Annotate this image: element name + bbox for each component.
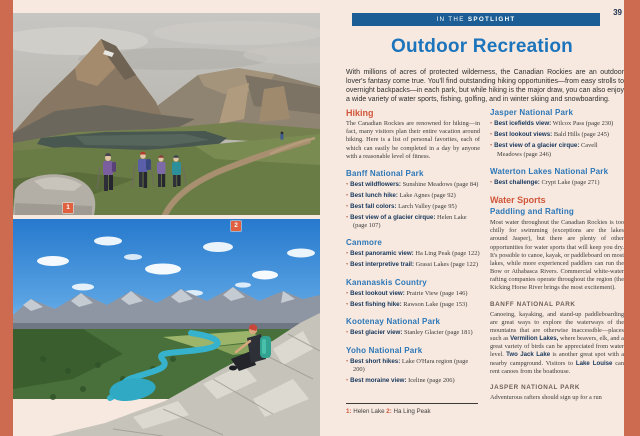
bullet-label: Best icefields view: xyxy=(494,120,552,127)
bullet-text: Larch Valley (page 95) xyxy=(396,202,457,210)
section-heading: Hiking xyxy=(346,108,374,118)
two-column-text xyxy=(346,106,624,406)
bullet-list xyxy=(346,358,480,386)
subsection-heading: Canmore xyxy=(346,238,383,248)
caption-text-2: Ha Ling Peak xyxy=(391,408,431,415)
bullet-label: Best fishing hike: xyxy=(350,300,402,308)
column-right xyxy=(490,106,624,406)
caption-text-1: Helen Lake xyxy=(351,408,387,415)
bullet-label: Best challenge: xyxy=(494,178,540,186)
bullet-dot: • xyxy=(490,179,493,186)
bullet-item xyxy=(346,214,480,231)
bullet-text: Stanley Glacier (page 181) xyxy=(402,329,473,337)
body-paragraph: Most water throughout the Canadian Rockies is too chilly for swimming (exceptions are the lakes around Jasper), but there are plenty of other opportunities for water sports that will keep you dry. It's possible to canoe, kayak, or paddleboard on most lakes, while more experienced paddlers can run the Bow or Athabasca Rivers. Commercial white-water rafting companies operate throughout the region (the Kicking Horse River brings the most excitement). xyxy=(490,219,624,292)
bullet-item xyxy=(346,377,480,386)
bullet-label: Best short hikes: xyxy=(350,357,401,365)
bullet-list xyxy=(490,120,624,159)
distant-hiker xyxy=(280,132,283,140)
caption-number-2: 2: xyxy=(386,408,392,415)
bullet-text: Ha Ling Peak (page 122) xyxy=(413,250,480,258)
bullet-text: Wilcox Pass (page 230) xyxy=(551,120,614,127)
bullet-label: Best fall colors: xyxy=(350,202,397,210)
photo-badge-2: 2 xyxy=(231,221,241,231)
bullet-item xyxy=(490,120,624,129)
bullet-label: Best interpretive trail: xyxy=(350,261,415,269)
caps-heading: JASPER NATIONAL PARK xyxy=(490,383,581,391)
spotlight-header-bar xyxy=(352,13,600,26)
photo-ha-ling-peak xyxy=(13,219,320,436)
bullet-item xyxy=(346,192,480,201)
bullet-label: Best lunch hike: xyxy=(350,191,398,199)
subsection-heading: Yoho National Park xyxy=(346,345,423,355)
subsection-heading: Jasper National Park xyxy=(490,108,574,117)
bullet-label: Best view of a glacier cirque: xyxy=(494,142,580,149)
subsection-heading: Paddling and Rafting xyxy=(490,207,574,216)
bullet-dot: • xyxy=(346,377,349,384)
photo-badge-1: 1 xyxy=(63,203,73,213)
bullet-item xyxy=(490,179,624,188)
bullet-label: Best moraine view: xyxy=(350,376,407,384)
bullet-label: Best lookout view: xyxy=(350,289,405,297)
bullet-item xyxy=(346,301,480,310)
page-title: Outdoor Recreation xyxy=(390,36,573,57)
bullet-list xyxy=(490,179,624,188)
bullet-text: Prairie View (page 146) xyxy=(404,289,468,297)
bullet-dot: • xyxy=(490,132,493,138)
bullet-dot: • xyxy=(346,214,349,221)
bullet-dot: • xyxy=(346,203,349,210)
bullet-dot: • xyxy=(346,330,349,337)
bullet-text: Helen Lake (page 107) xyxy=(353,213,467,230)
bullet-dot: • xyxy=(490,143,493,149)
body-paragraph: Adventurous rafters should sign up for a run xyxy=(490,393,602,401)
bullet-dot: • xyxy=(346,290,349,297)
photo-helen-lake xyxy=(13,13,320,215)
bullet-label: Best wildflowers: xyxy=(350,180,401,188)
bullet-text: Sunshine Meadows (page 84) xyxy=(401,180,479,188)
caption-number-1: 1: xyxy=(346,408,352,415)
bullet-item xyxy=(346,261,480,270)
bullet-item xyxy=(346,181,480,190)
subsection-heading: Kananaskis Country xyxy=(346,277,427,287)
bullet-dot: • xyxy=(346,358,349,365)
header-label-regular: IN THE xyxy=(436,16,468,23)
column-left xyxy=(346,106,480,406)
bullet-list xyxy=(346,290,480,310)
photo-caption xyxy=(346,403,478,415)
bullet-text: Grassi Lakes (page 122) xyxy=(414,261,478,269)
bullet-text: Lake O'Hara region (page 200) xyxy=(353,357,469,374)
bullet-list xyxy=(346,181,480,231)
bullet-label: Best lookout views: xyxy=(494,131,553,138)
right-margin-band xyxy=(624,0,640,436)
bullet-dot: • xyxy=(346,181,349,188)
section-heading: Water Sports xyxy=(490,195,546,205)
bullet-text: Lake Agnes (page 92) xyxy=(397,191,456,199)
bullet-label: Best view of a glacier cirque: xyxy=(350,213,436,221)
bullet-list xyxy=(346,250,480,270)
bullet-text: Rawson Lake (page 153) xyxy=(401,300,468,308)
bullet-dot: • xyxy=(346,192,349,199)
bullet-dot: • xyxy=(490,121,493,127)
bullet-dot: • xyxy=(346,301,349,308)
bullet-text: Crypt Lake (page 271) xyxy=(539,178,600,186)
page-number: 39 xyxy=(613,8,622,17)
bullet-dot: • xyxy=(346,251,349,258)
bullet-label: Best glacier view: xyxy=(350,329,403,337)
ha-ling-scene xyxy=(13,219,320,436)
header-label-bold: SPOTLIGHT xyxy=(467,16,516,23)
bullet-dot: • xyxy=(346,262,349,269)
bullet-item xyxy=(490,131,624,140)
bullet-text: Cavell Meadows (page 246) xyxy=(497,142,598,158)
bullet-item xyxy=(346,329,480,338)
body-paragraph: Canoeing, kayaking, and stand-up paddleboarding are great ways to explore the waterways of the mountains that are otherwise inaccessible—places such as Vermilion Lakes, where beavers, elk, and a great variety of birds can be appreciated from water level. Two Jack Lake is another great spot with a nearby campground. Visitors to Lake Louise can rent canoes from the boathouse. xyxy=(490,310,625,375)
bullet-item xyxy=(490,142,624,159)
subsection-heading: Banff National Park xyxy=(346,168,424,178)
bullet-item xyxy=(346,358,480,375)
subsection-heading: Waterton Lakes National Park xyxy=(490,166,609,176)
bullet-label: Best panoramic view: xyxy=(350,250,414,258)
bullet-list xyxy=(346,329,480,338)
bullet-item xyxy=(346,250,480,259)
bullet-item xyxy=(346,203,480,212)
bullet-text: Iceline (page 206) xyxy=(406,376,455,384)
bullet-text: Bald Hills (page 245) xyxy=(552,131,610,138)
body-paragraph: The Canadian Rockies are renowned for hiking—in fact, many visitors plan their entire vacation around hiking. Here is a list of personal favorites, each of which can easily be completed in a day by anyone with a reasonable level of fitness. xyxy=(346,120,480,160)
bullet-item xyxy=(346,290,480,299)
caps-heading: BANFF NATIONAL PARK xyxy=(490,300,576,308)
left-spine-band xyxy=(0,0,13,436)
helen-lake-scene xyxy=(13,13,320,215)
subsection-heading: Kootenay National Park xyxy=(346,317,441,327)
intro-paragraph: With millions of acres of protected wilderness, the Canadian Rockies are an outdoor lover's fantasy come true. You'll find outstanding hiking opportunities—from easy strolls to overnight backpacks—in each park, but while hiking is the major draw, you can also enjoy a wide variety of water sports, fishing, golfing, and in winter skiing and snowboarding. xyxy=(346,69,624,104)
